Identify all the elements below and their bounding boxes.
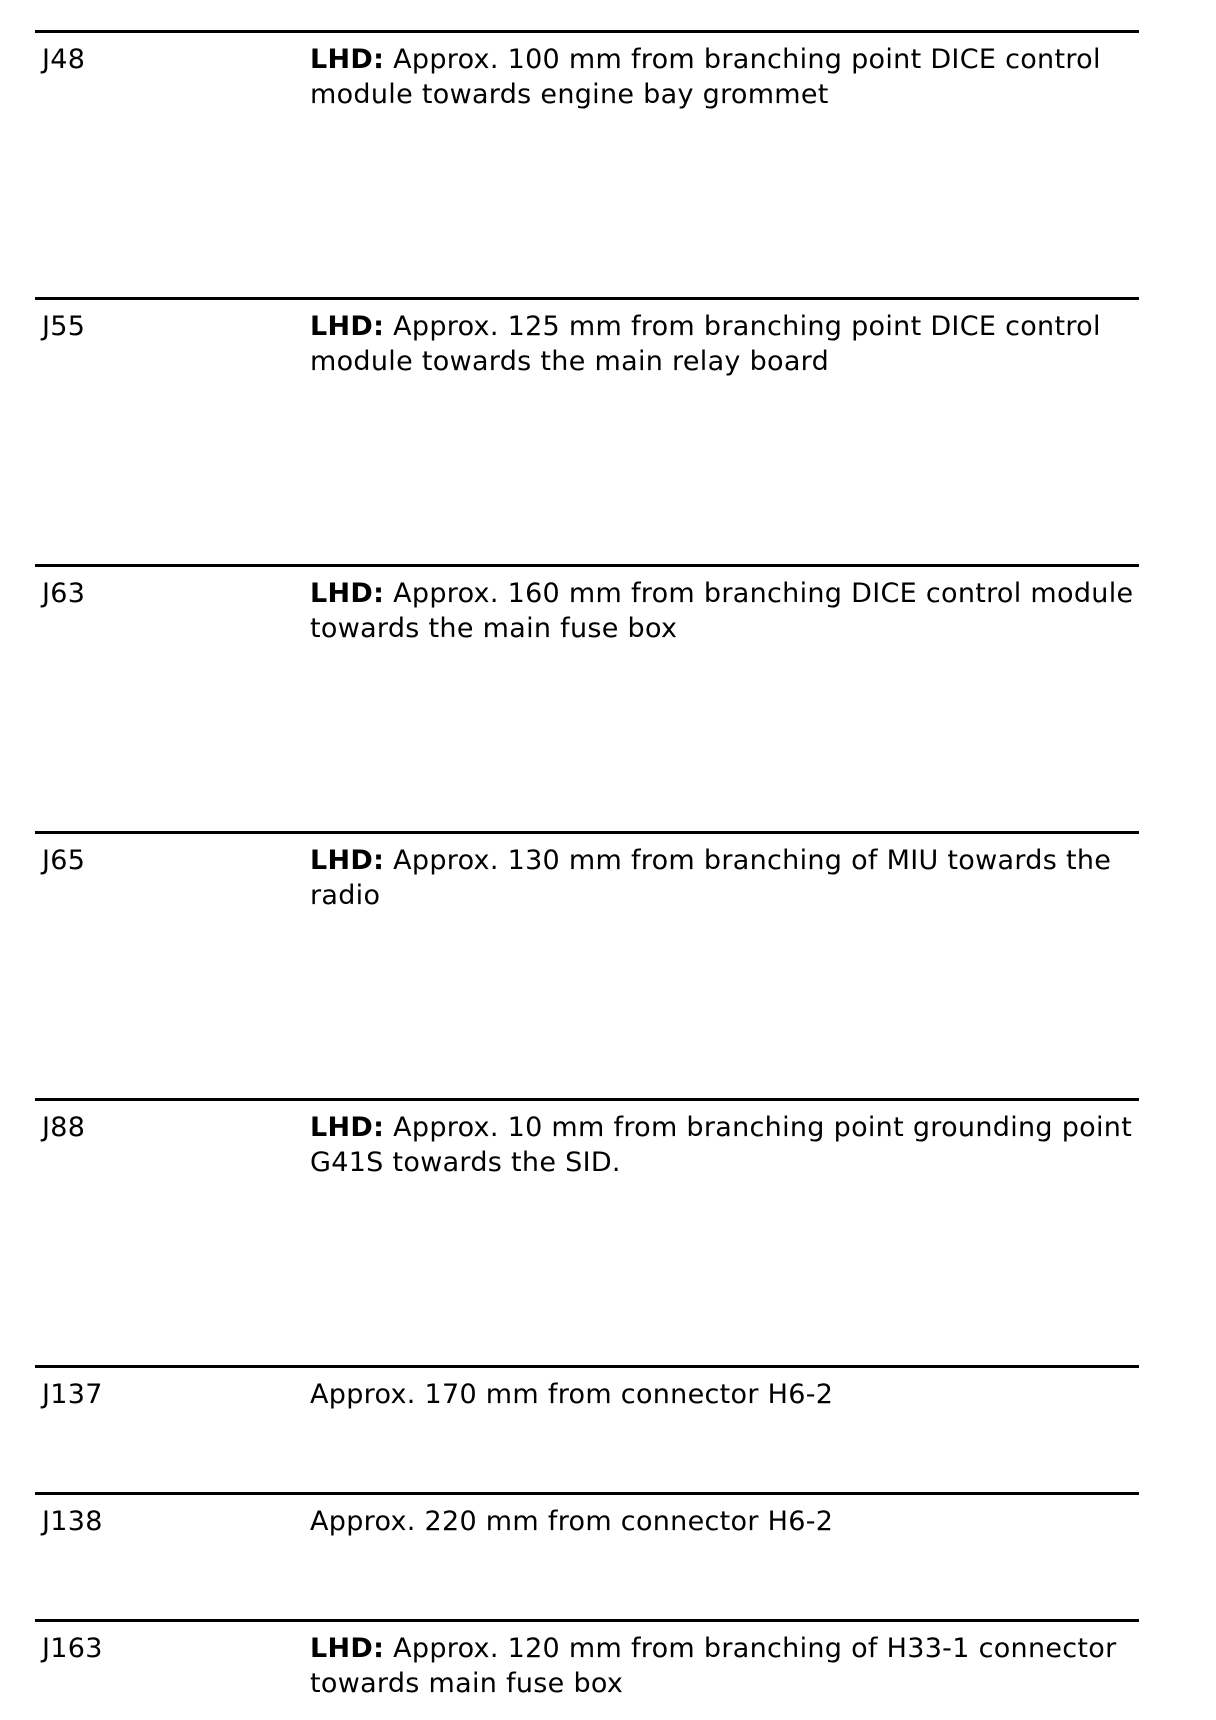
description-text: Approx. 220 mm from connector H6-2 <box>310 1506 834 1537</box>
connector-code: J63 <box>42 578 86 609</box>
connector-code: J88 <box>42 1112 86 1143</box>
table-row <box>35 1365 1139 1493</box>
table-row <box>35 564 1139 832</box>
lhd-label: LHD: <box>310 311 385 342</box>
table-row <box>35 831 1139 1099</box>
location-description <box>310 1631 1135 1701</box>
table-row <box>35 1492 1139 1620</box>
location-description <box>310 1110 1135 1180</box>
description-text: Approx. 10 mm from branching point grounding point G41S towards the SID. <box>310 1112 1133 1178</box>
lhd-label: LHD: <box>310 845 385 876</box>
location-description <box>310 843 1135 913</box>
lhd-label: LHD: <box>310 1633 385 1664</box>
table-row <box>35 1619 1139 1720</box>
table-row <box>35 1098 1139 1366</box>
table-row <box>35 30 1139 298</box>
lhd-label: LHD: <box>310 578 385 609</box>
connector-code: J137 <box>42 1379 103 1410</box>
connector-code: J48 <box>42 44 86 75</box>
table-row <box>35 297 1139 565</box>
description-text: Approx. 100 mm from branching point DICE control module towards engine bay grommet <box>310 44 1101 110</box>
location-description <box>310 42 1135 112</box>
description-text: Approx. 125 mm from branching point DICE control module towards the main relay board <box>310 311 1101 377</box>
description-text: Approx. 160 mm from branching DICE control module towards the main fuse box <box>310 578 1134 644</box>
connector-code: J65 <box>42 845 86 876</box>
location-description <box>310 1504 1135 1539</box>
description-text: Approx. 120 mm from branching of H33-1 connector towards main fuse box <box>310 1633 1117 1699</box>
description-text: Approx. 130 mm from branching of MIU towards the radio <box>310 845 1112 911</box>
connector-code: J55 <box>42 311 86 342</box>
connector-code: J163 <box>42 1633 103 1664</box>
lhd-label: LHD: <box>310 1112 385 1143</box>
connector-code: J138 <box>42 1506 103 1537</box>
description-text: Approx. 170 mm from connector H6-2 <box>310 1379 834 1410</box>
location-description <box>310 576 1135 646</box>
location-description <box>310 1377 1135 1412</box>
lhd-label: LHD: <box>310 44 385 75</box>
location-description <box>310 309 1135 379</box>
